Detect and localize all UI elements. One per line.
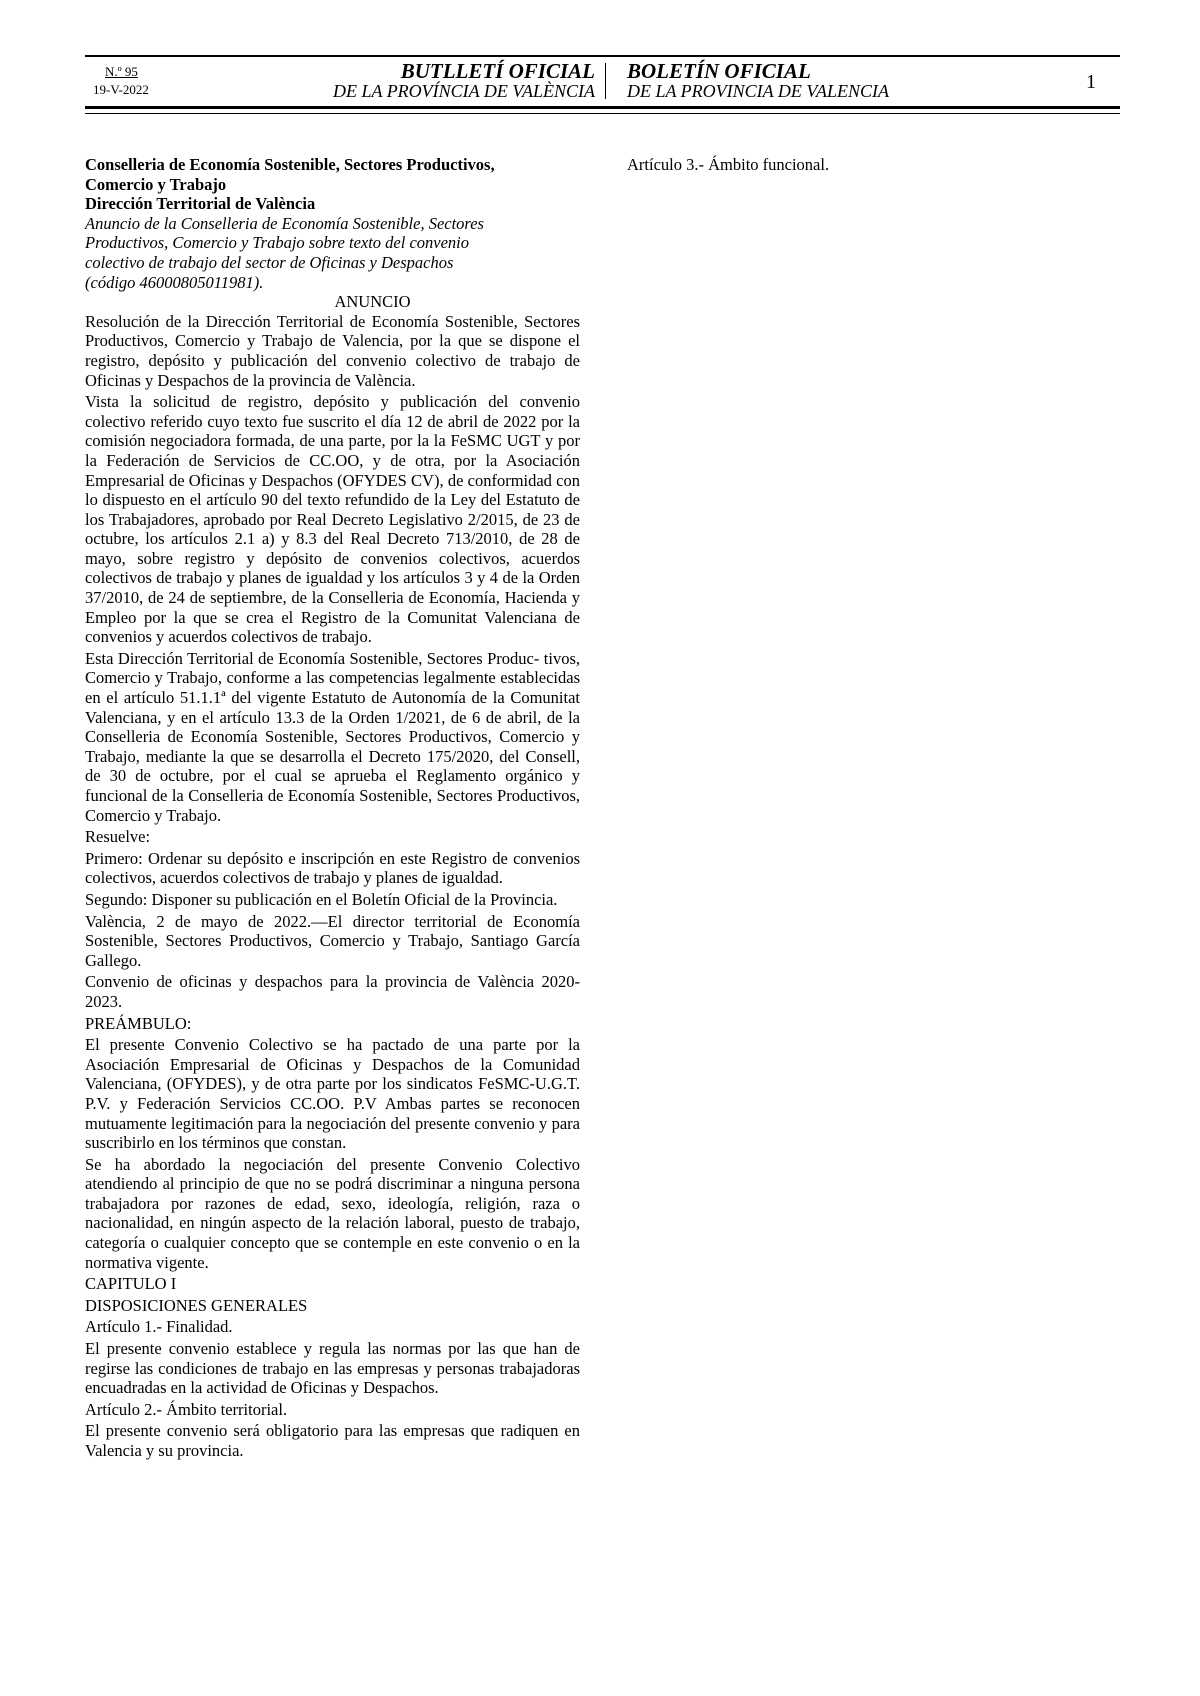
paragraph-competencias: Esta Dirección Territorial de Economía Sostenible, Sectores Produc- tivos, Comercio y Trabajo, conforme a las competencias legalmente establecidas en el artículo 51.1.1ª del vigente Estatuto de Autonomía de la Comunitat Valenciana, y en el artículo 13.3 de la Orden 1/2021, de 6 de abril, de la Conselleria de Economía Sostenible, Sectores Productivos, Comercio y Trabajo, mediante la que se desarrolla el Decreto 175/2020, del Consell, de 30 de octubre, por el cual se aprueba el Reglamento orgánico y funcional de la Conselleria de Economía Sostenible, Sectores Productivos, Comercio y Trabajo. [85, 648, 580, 825]
issue-number: N.º 95 [105, 64, 138, 79]
paragraph-resolution: Resolución de la Dirección Territorial de Economía Sostenible, Sectores Productivos, Comercio y Trabajo de Valencia, por la que se dispone el registro, depósito y publicación del convenio colectivo de trabajo de Oficinas y Despachos de la provincia de València. [85, 311, 580, 390]
header-top-rule [85, 55, 1120, 57]
left-column [85, 155, 580, 1463]
title-valencian-line1: BUTLLETÍ OFICIAL [400, 59, 595, 83]
title-spanish-line1: BOLETÍN OFICIAL [627, 59, 811, 83]
article-2-body: El presente convenio será obligatorio para las empresas que radiquen en Valencia y su provincia. [85, 1421, 580, 1460]
issue-date: 19-V-2022 [93, 82, 149, 97]
paragraph-nondiscrimination: Se ha abordado la negociación del presente Convenio Colectivo atendiendo al principio de que no se podrá discriminar a ninguna persona trabajadora por razones de edad, sexo, ideología, religión, raza o nacionalidad, en ningún aspecto de la relación laboral, puesto de trabajo, categoría o cualquier concepto que se contemple en este convenio o en la normativa vigente. [85, 1154, 580, 1272]
announcement-heading: ANUNCIO [334, 292, 411, 312]
paragraph-preambulo: PREÁMBULO: [85, 1013, 192, 1033]
org-name-line1: Conselleria de Economía Sostenible, Sectores Productivos, [85, 155, 495, 174]
right-column [627, 155, 1122, 177]
title-spanish-line2: DE LA PROVINCIA DE VALENCIA [627, 81, 889, 101]
paragraph-primero: Primero: Ordenar su depósito e inscripción en este Registro de convenios colectivos, acuerdos colectivos de trabajo y planes de igualdad. [85, 848, 580, 888]
gazette-header [85, 55, 1120, 117]
paragraph-vista: Vista la solicitud de registro, depósito y publicación del convenio colectivo referido cuyo texto fue suscrito el día 12 de abril de 2022 por la comisión negociadora formada, de una parte, por la la FeSMC UGT y por la Federación de Servicios de CC.OO, y de otra, por la Asociación Empresarial de Oficinas y Despachos (OFYDES CV), de conformidad con lo dispuesto en el artículo 90 del texto refundido de la Ley del Estatuto de los Trabajadores, aprobado por Real Decreto Legislativo 2/2015, de 23 de octubre, los artículos 2.1 a) y 8.3 del Real Decreto 713/2010, de 28 de mayo, sobre registro y depósito de convenios colectivos, acuerdos colectivos de trabajo y planes de igualdad y los artículos 3 y 4 de la Orden 37/2010, de 24 de septiembre, de la Conselleria de Economía, Hacienda y Empleo por la que se crea el Registro de la Comunitat Valenciana de convenios y acuerdos colectivos de trabajo. [85, 392, 580, 647]
article-2-heading: Artículo 2.- Ámbito territorial. [85, 1399, 288, 1419]
paragraph-parties: El presente Convenio Colectivo se ha pactado de una parte por la Asociación Empresarial de Oficinas y Despachos de la Comunidad Valenciana, (OFYDES), y de otra parte por los sindicatos FeSMC-U.G.T. P.V. y Federación Servicios CC.OO. P.V Ambas partes se reconocen mutuamente legitimación para la negociación del presente convenio y para suscribirlo en los términos que constan. [85, 1035, 580, 1153]
announcement-subject: Anuncio de la Conselleria de Economía Sostenible, Sectores Productivos, Comercio y Trabajo sobre texto del convenio colectivo de trabajo del sector de Oficinas y Despachos (código 46000805011981). [85, 213, 484, 292]
article-3-heading: Artículo 3.- Ámbito funcional. [627, 155, 830, 174]
org-name-line2: Comercio y Trabajo [85, 174, 227, 194]
paragraph-resuelve: Resuelve: [85, 827, 151, 847]
header-bottom-rule-thin [85, 113, 1120, 114]
article-1-heading: Artículo 1.- Finalidad. [85, 1317, 233, 1337]
chapter-heading: CAPITULO I [85, 1274, 177, 1294]
title-valencian-line2: DE LA PROVÍNCIA DE VALÈNCIA [333, 81, 595, 101]
paragraph-signature: València, 2 de mayo de 2022.—El director territorial de Economía Sostenible, Sectores Productivos, Comercio y Trabajo, Santiago García Gallego. [85, 911, 580, 970]
paragraph-convenio-title: Convenio de oficinas y despachos para la provincia de València 2020- 2023. [85, 972, 580, 1011]
paragraph-segundo: Segundo: Disponer su publicación en el Boletín Oficial de la Provincia. [85, 889, 558, 909]
article-1-body: El presente convenio establece y regula las normas por las que han de regirse las condiciones de trabajo en las empresas y personas trabajadoras encuadradas en la actividad de Oficinas y Despachos. [85, 1339, 580, 1398]
org-name-line3: Dirección Territorial de València [85, 194, 316, 214]
header-divider [605, 63, 606, 99]
chapter-title: DISPOSICIONES GENERALES [85, 1295, 308, 1315]
header-bottom-rule-thick [85, 106, 1120, 109]
page-number: 1 [1086, 71, 1096, 93]
